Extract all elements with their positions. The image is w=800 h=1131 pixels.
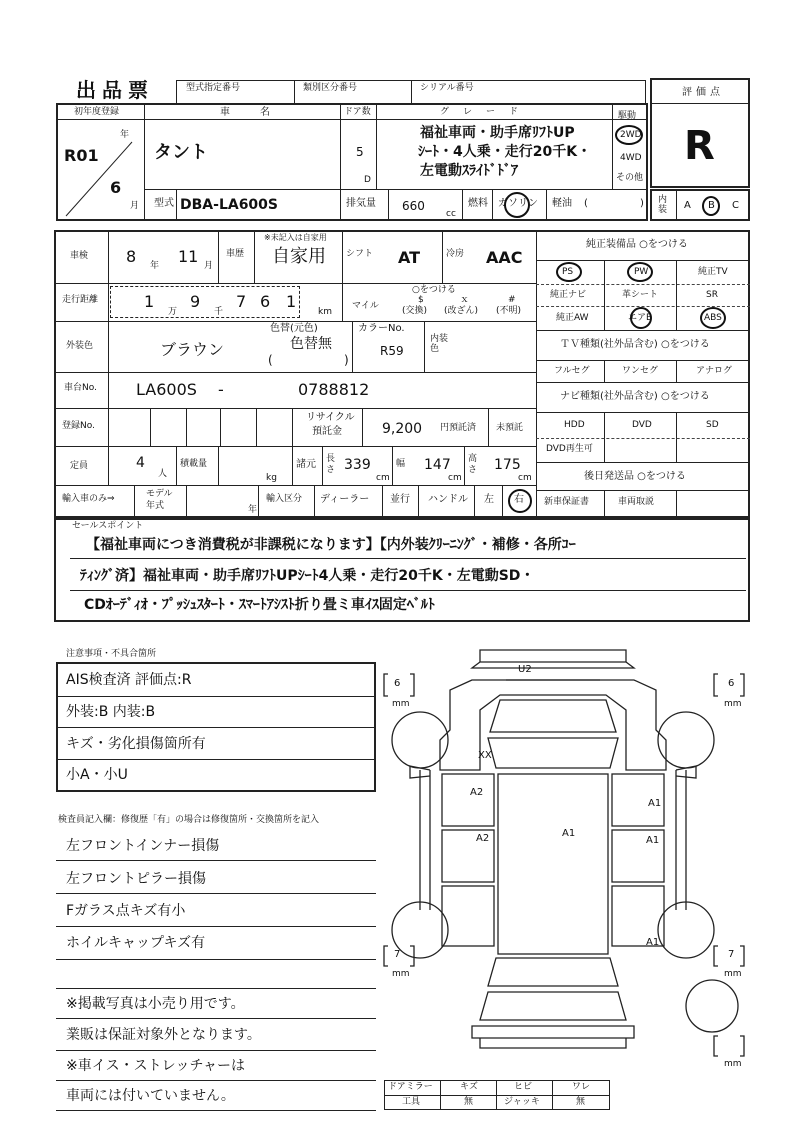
displacement-label: 排気量 <box>346 198 376 209</box>
navi-dvd: DVD <box>632 420 652 430</box>
unknown-label: (不明) <box>496 306 522 316</box>
mileage-mark-note: ○をつける <box>412 285 456 295</box>
mark-a2-upper: A2 <box>470 787 484 798</box>
tire-rr-mm: mm <box>724 969 742 979</box>
width-label: 幅 <box>396 459 406 469</box>
equip-abs-circle <box>700 307 726 329</box>
repaint-paren-close: ) <box>344 353 349 367</box>
form-title: 出品票 <box>76 78 154 102</box>
mark-a1-right-front: A1 <box>648 798 662 809</box>
equip-pw-circle <box>627 262 653 282</box>
door-count: 5 <box>356 145 364 159</box>
model-no-label: 型式指定番号 <box>186 83 241 93</box>
mileage-km: km <box>318 307 332 317</box>
interior-a: A <box>684 200 691 211</box>
first-reg-era: R01 <box>64 146 99 165</box>
usage-label: 車歴 <box>226 249 245 259</box>
inspector-line-2: 左フロントピラー損傷 <box>66 871 206 887</box>
inspector-line-8: ※車イス・ストレッチャーは <box>66 1058 246 1074</box>
navi-title: ナビ種類(社外品含む) ○をつける <box>560 391 710 402</box>
import-parallel: 並行 <box>390 494 410 505</box>
tire-fl-mm: mm <box>392 699 410 709</box>
usage-note: ※未記入は自家用 <box>264 233 327 242</box>
interior-b-circle <box>702 196 720 216</box>
capacity-value: 4 <box>136 455 145 471</box>
color-code: R59 <box>380 344 404 358</box>
grade-line-3: 左電動ｽﾗｲﾄﾞﾄﾞｱ <box>420 163 518 179</box>
legend-v4: 無 <box>576 1097 586 1107</box>
drive-2wd-circle <box>615 125 643 145</box>
legend-v1: 工具 <box>402 1097 421 1107</box>
navi-dvd-play: DVD再生可 <box>546 444 593 454</box>
car-name: タント <box>154 142 208 163</box>
shift-label: シフト <box>346 249 374 259</box>
eval-label: 評価点 <box>682 87 724 98</box>
import-class-label: 輸入区分 <box>266 494 303 504</box>
inspector-line-4: ホイルキャップキズ有 <box>66 935 206 951</box>
shaken-label: 車検 <box>70 251 89 261</box>
model-year-unit: 年 <box>248 505 258 515</box>
legend-v2: 無 <box>464 1097 474 1107</box>
shift-value: AT <box>398 248 421 267</box>
doors-label: ドア数 <box>344 107 371 117</box>
legend-h1: ドアミラー <box>388 1082 433 1092</box>
eval-score: R <box>684 123 715 169</box>
repaint-label: 色替(元色) <box>270 323 318 334</box>
usage-value: 自家用 <box>272 246 326 267</box>
shaken-month-unit: 月 <box>204 261 214 271</box>
displacement: 660 <box>402 199 425 213</box>
car-name-label: 車名 <box>220 107 300 118</box>
fuel-gasoline-circle <box>504 192 530 218</box>
shaken-year-unit: 年 <box>150 261 160 271</box>
fuel-diesel: 軽油 <box>552 198 572 209</box>
mileage-d3: 7 <box>236 292 247 311</box>
mileage-sen: 千 <box>214 307 224 317</box>
equip-sr: SR <box>706 290 718 300</box>
equip-ps-circle <box>556 262 582 282</box>
color-label: 外装色 <box>66 341 94 351</box>
legend-h3: ヒビ <box>514 1082 533 1092</box>
height-cm: cm <box>518 473 532 483</box>
exchange-sym: $ <box>418 295 424 305</box>
height-value: 175 <box>494 457 521 473</box>
sales-line-2: ﾃｨﾝｸﾞ済】福祉車両・助手席ﾘﾌﾄUPｼｰﾄ4人乗・走行20千K・左電動SD・ <box>80 568 535 584</box>
ac-label: 冷房 <box>446 249 465 259</box>
load-label: 積載量 <box>180 459 208 469</box>
deposit-done: 円預託済 <box>440 423 477 433</box>
import-label: 輸入車のみ⇒ <box>62 494 115 504</box>
mileage-d4: 6 <box>260 292 271 311</box>
sales-points-label: セールスポイント <box>72 521 144 531</box>
mileage-mile: マイル <box>352 301 379 311</box>
first-reg-label: 初年度登録 <box>74 107 120 117</box>
mark-xx: XX <box>478 750 492 761</box>
mileage-man: 万 <box>168 307 178 317</box>
tire-fr-depth: 6 <box>728 678 735 689</box>
door-suffix: D <box>364 175 371 185</box>
tire-fr-mm: mm <box>724 699 742 709</box>
equip-abs: ABS <box>704 313 722 323</box>
mark-a1-right-rear: A1 <box>646 937 660 948</box>
mileage-label: 走行距離 <box>62 295 99 305</box>
interior-color-label: 内装色 <box>430 334 449 354</box>
interior-c: C <box>732 200 739 211</box>
handle-right: 右 <box>514 494 524 505</box>
length-cm: cm <box>376 473 390 483</box>
navi-hdd: HDD <box>564 420 585 430</box>
mileage-d2: 9 <box>190 292 201 311</box>
drive-4wd: 4WD <box>620 153 642 163</box>
equip-leather: 革シート <box>622 290 659 300</box>
dims-label: 諸元 <box>296 459 316 470</box>
navi-sd: SD <box>706 420 719 430</box>
class-no-label: 類別区分番号 <box>303 83 358 93</box>
equip-airbag-circle <box>630 307 652 329</box>
width-cm: cm <box>448 473 462 483</box>
tv-title: ＴＶ種類(社外品含む) ○をつける <box>560 339 710 350</box>
shaken-year: 8 <box>126 247 137 266</box>
exchange-label: (交換) <box>402 306 428 316</box>
unknown-sym: # <box>508 295 516 305</box>
mark-a2-lower: A2 <box>476 833 490 844</box>
notes-label: 注意事項・不具合箇所 <box>66 649 157 659</box>
model-year-label-1: モデル <box>146 489 173 499</box>
mileage-digits <box>110 286 300 318</box>
model-code: DBA-LA600S <box>180 197 278 213</box>
drive-2wd: 2WD <box>620 130 642 140</box>
equip-ps: PS <box>562 267 574 277</box>
notes-line-4: 小A・小U <box>66 767 128 783</box>
mark-u2: U2 <box>518 664 532 675</box>
legend-h2: キズ <box>460 1082 478 1092</box>
handle-label: ハンドル <box>428 494 468 505</box>
mark-a1-roof: A1 <box>562 828 576 839</box>
interior-label: 内装 <box>658 195 668 215</box>
inspector-line-7: 業販は保証対象外となります。 <box>66 1027 261 1043</box>
tire-rl-mm: mm <box>392 969 410 979</box>
chassis-number: 0788812 <box>298 380 370 399</box>
equipment-title: 純正装備品 ○をつける <box>586 239 688 250</box>
length-label: 長さ <box>326 454 336 475</box>
first-reg-slash <box>64 140 134 218</box>
chassis-label: 車台No. <box>64 383 97 393</box>
fuel-paren-open: ( <box>584 198 588 209</box>
docs-manual: 車両取説 <box>618 497 655 507</box>
equip-navi: 純正ナビ <box>550 290 587 300</box>
model-label: 型式 <box>154 198 174 209</box>
grade-line-2: ｼｰﾄ・4人乗・走行20千K・ <box>418 144 592 160</box>
import-dealer: ディーラー <box>320 494 370 505</box>
equip-pw: PW <box>634 267 649 277</box>
tire-spare-mm: mm <box>724 1059 742 1069</box>
equip-airbag: エアB <box>628 313 653 323</box>
chassis-prefix: LA600S <box>136 380 197 399</box>
first-reg-month: 6 <box>110 178 122 197</box>
capacity-label: 定員 <box>70 461 89 471</box>
color-code-label: カラーNo. <box>358 323 405 334</box>
fuel-label: 燃料 <box>468 198 488 209</box>
deposit-not: 未預託 <box>496 423 524 433</box>
tv-fullseg: フルセグ <box>554 366 590 376</box>
legend-h4: ワレ <box>572 1082 591 1092</box>
interior-b: B <box>708 200 715 211</box>
inspector-line-1: 左フロントインナー損傷 <box>66 838 220 854</box>
inspector-line-9: 車両には付いていません。 <box>66 1088 235 1104</box>
fuel-gasoline: ガソリン <box>498 198 538 209</box>
inspector-line-3: Fガラス点キズ有小 <box>66 903 186 919</box>
height-label: 高さ <box>468 454 478 475</box>
capacity-unit: 人 <box>158 469 168 479</box>
handle-right-circle <box>508 489 532 513</box>
length-value: 339 <box>344 457 371 473</box>
tampered-sym: ｘ <box>460 295 470 305</box>
car-damage-diagram <box>380 640 760 1080</box>
year-unit: 年 <box>120 130 130 140</box>
docs-warranty: 新車保証書 <box>544 497 590 507</box>
inspector-label: 検査員記入欄：修復歴「有」の場合は修復箇所・交換箇所を記入 <box>58 815 320 825</box>
sales-line-1: 【福祉車両につき消費税が非課税になります】【内外装ｸﾘｰﾆﾝｸﾞ・補修・各所ｺｰ <box>86 537 576 553</box>
mileage-d5: 1 <box>286 292 297 311</box>
ac-value: AAC <box>486 248 523 267</box>
fuel-paren-close: ) <box>640 198 644 209</box>
inspector-line-6: ※掲載写真は小売り用です。 <box>66 996 245 1012</box>
grade-label: グレード <box>440 107 533 117</box>
model-year-label-2: 年式 <box>146 501 165 511</box>
recycle-value: 9,200 <box>382 421 423 437</box>
tire-fl-depth: 6 <box>394 678 401 689</box>
serial-no-label: シリアル番号 <box>420 83 474 93</box>
tampered-label: (改ざん) <box>444 306 479 316</box>
shaken-month: 11 <box>178 247 199 266</box>
registration-label: 登録No. <box>62 421 95 431</box>
notes-line-1: AIS検査済 評価点:R <box>66 672 192 688</box>
repaint-value: 色替無 <box>290 336 332 352</box>
drive-other: その他 <box>616 173 644 183</box>
grade-line-1: 福祉車両・助手席ﾘﾌﾄUP <box>420 125 575 141</box>
month-unit: 月 <box>130 201 140 211</box>
notes-line-3: キズ・劣化損傷箇所有 <box>66 736 206 752</box>
tv-oneseg: ワンセグ <box>622 366 659 376</box>
recycle-label-2: 預託金 <box>312 426 342 437</box>
load-unit: kg <box>266 473 277 483</box>
color-value: ブラウン <box>160 340 225 359</box>
docs-title: 後日発送品 ○をつける <box>584 471 686 482</box>
cc-unit: cc <box>446 209 456 219</box>
equip-aw: 純正AW <box>556 313 589 323</box>
equip-tv: 純正TV <box>698 267 728 277</box>
tire-rr-depth: 7 <box>728 949 735 960</box>
sales-line-3: CDｵｰﾃﾞｨｵ・ﾌﾟｯｼｭｽﾀｰﾄ・ｽﾏｰﾄｱｼｽﾄ折り畳ミ車ｲｽ固定ﾍﾞﾙﾄ <box>84 597 435 613</box>
notes-line-2: 外装:B 内装:B <box>66 704 156 720</box>
mileage-d1: 1 <box>144 292 155 311</box>
tv-analog: アナログ <box>696 366 733 376</box>
repaint-paren-open: ( <box>268 353 273 367</box>
chassis-dash: - <box>218 380 224 399</box>
legend-v3: ジャッキ <box>504 1097 540 1107</box>
handle-left: 左 <box>484 494 494 505</box>
drive-label: 駆動 <box>618 111 637 121</box>
width-value: 147 <box>424 457 451 473</box>
tire-rl-depth: 7 <box>394 949 401 960</box>
recycle-label-1: リサイクル <box>306 412 355 423</box>
mark-a1-right-mid: A1 <box>646 835 660 846</box>
